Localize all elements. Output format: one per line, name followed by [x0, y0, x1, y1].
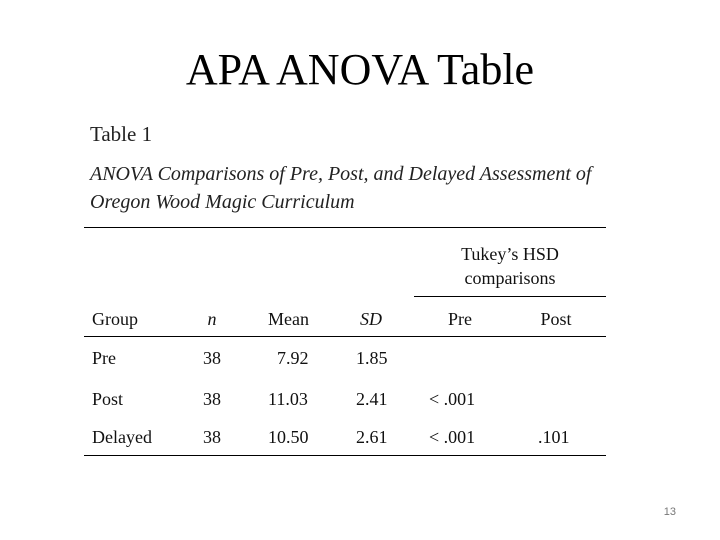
column-header-n: n [207, 309, 217, 329]
table-row-post-group: Post [92, 389, 124, 409]
column-header-group: Group [92, 309, 138, 329]
table-row-post-mean: 11.03 [268, 389, 308, 409]
table-row-delayed-n: 38 [203, 427, 221, 447]
table-row-pre-mean: 7.92 [277, 348, 309, 368]
table-top-rule [84, 227, 606, 228]
column-header-post: Post [540, 309, 572, 329]
table-bottom-rule [84, 455, 606, 456]
header-bottom-rule [84, 336, 606, 337]
spanner-rule [414, 296, 606, 297]
table-row-delayed-group: Delayed [92, 427, 152, 447]
column-header-pre: Pre [448, 309, 472, 329]
table-caption-line-2: Oregon Wood Magic Curriculum [90, 191, 355, 213]
table-row-post-pre-p: < .001 [429, 389, 476, 409]
table-row-delayed-pre-p: < .001 [429, 427, 476, 447]
table-row-pre-group: Pre [92, 348, 116, 368]
table-caption-line-1: ANOVA Comparisons of Pre, Post, and Delayed Assessment of [90, 163, 592, 185]
page-number: 13 [663, 506, 676, 518]
table-row-delayed-sd: 2.61 [356, 427, 388, 447]
table-number-label: Table 1 [90, 122, 153, 146]
tukey-spanner-heading [414, 242, 606, 290]
tukey-spanner-line-1: Tukey’s HSD [461, 244, 559, 264]
slide-title: APA ANOVA Table [185, 45, 535, 94]
table-row-pre-sd: 1.85 [356, 348, 388, 368]
table-row-post-n: 38 [203, 389, 221, 409]
table-row-delayed-post-p: .101 [538, 427, 570, 447]
column-header-mean: Mean [268, 309, 309, 329]
tukey-spanner-line-2: comparisons [464, 268, 556, 288]
table-row-pre-n: 38 [203, 348, 221, 368]
column-header-sd: SD [360, 309, 382, 329]
table-row-delayed-mean: 10.50 [268, 427, 309, 447]
table-row-post-sd: 2.41 [356, 389, 388, 409]
table-caption [90, 160, 670, 216]
